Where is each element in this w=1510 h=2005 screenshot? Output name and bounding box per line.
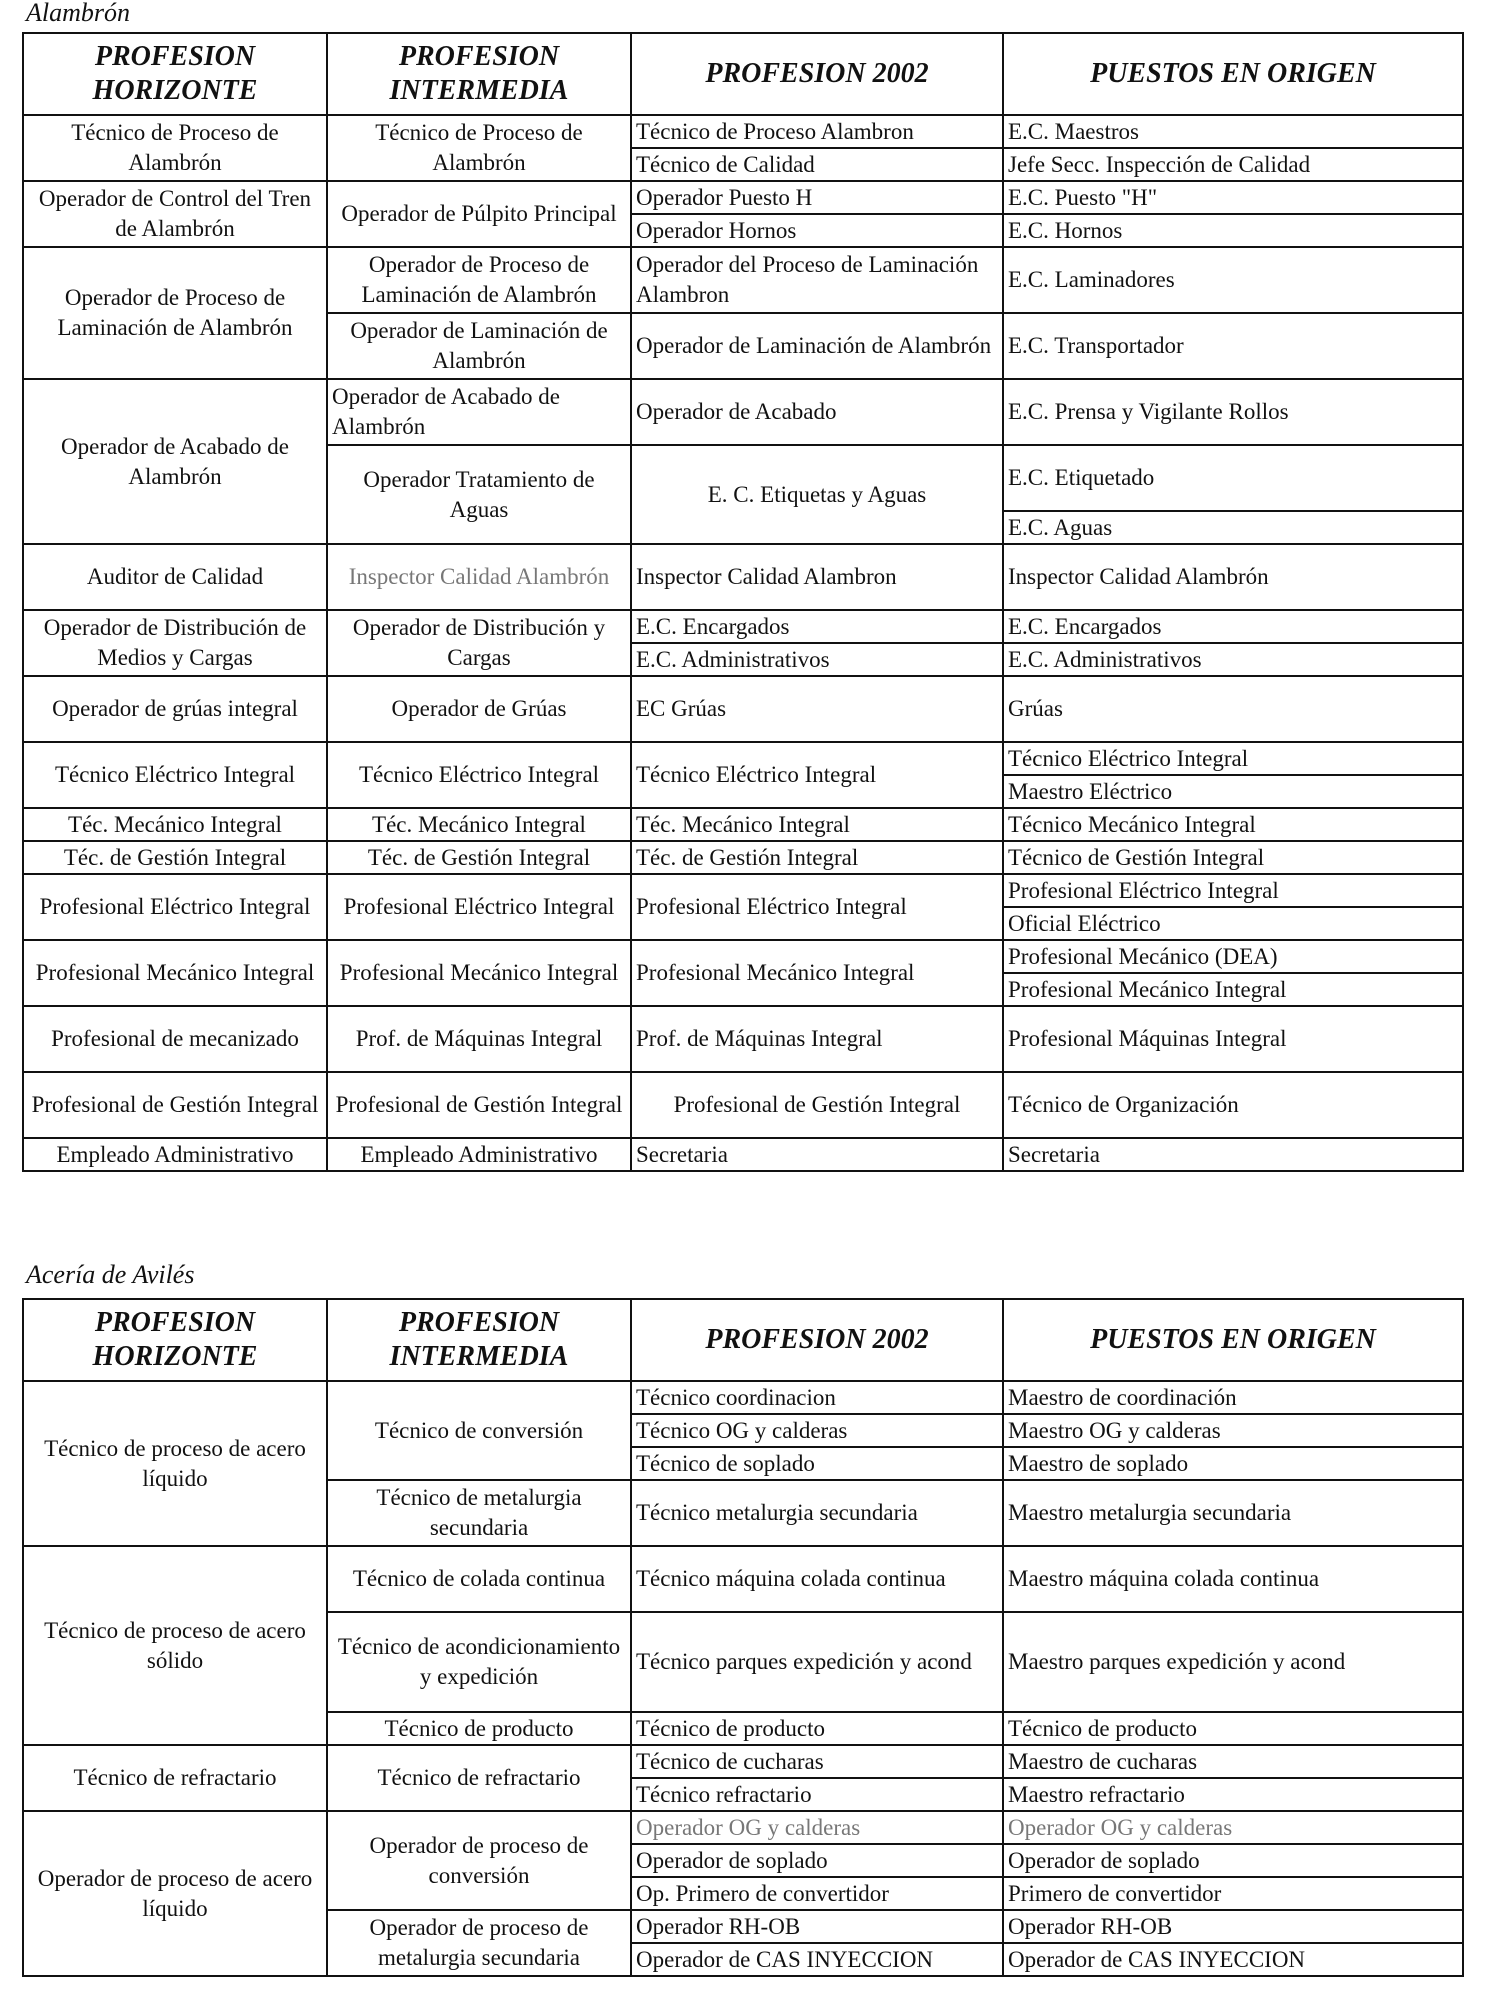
cell-horizonte: Empleado Administrativo xyxy=(23,1138,327,1171)
cell-origen: Técnico de Gestión Integral xyxy=(1003,841,1463,874)
cell-intermedia: Operador de Grúas xyxy=(327,676,631,742)
table-row xyxy=(23,1072,1463,1138)
cell-horizonte: Profesional Mecánico Integral xyxy=(23,940,327,1006)
cell-2002: Técnico parques expedición y acond xyxy=(631,1612,1003,1712)
cell-horizonte: Técnico de refractario xyxy=(23,1745,327,1811)
cell-origen: Maestro parques expedición y acond xyxy=(1003,1612,1463,1712)
cell-origen: Maestro de cucharas xyxy=(1003,1745,1463,1778)
cell-2002: Secretaria xyxy=(631,1138,1003,1171)
cell-horizonte: Profesional de mecanizado xyxy=(23,1006,327,1072)
cell-origen: E.C. Administrativos xyxy=(1003,643,1463,676)
cell-origen: E.C. Puesto "H" xyxy=(1003,181,1463,214)
cell-origen: Primero de convertidor xyxy=(1003,1877,1463,1910)
cell-2002: Técnico metalurgia secundaria xyxy=(631,1480,1003,1546)
cell-intermedia: Prof. de Máquinas Integral xyxy=(327,1006,631,1072)
table-row xyxy=(23,940,1463,973)
table-row xyxy=(23,247,1463,313)
header-profesion-2002: PROFESION 2002 xyxy=(631,1299,1003,1381)
cell-2002: Técnico máquina colada continua xyxy=(631,1546,1003,1612)
cell-2002: E.C. Administrativos xyxy=(631,643,1003,676)
header-puestos-en-origen: PUESTOS EN ORIGEN xyxy=(1003,1299,1463,1381)
cell-2002: Operador de CAS INYECCION xyxy=(631,1943,1003,1976)
cell-horizonte: Operador de grúas integral xyxy=(23,676,327,742)
cell-2002: Téc. de Gestión Integral xyxy=(631,841,1003,874)
header-row xyxy=(23,33,1463,115)
cell-2002: Operador de soplado xyxy=(631,1844,1003,1877)
cell-origen: Maestro metalurgia secundaria xyxy=(1003,1480,1463,1546)
cell-intermedia: Empleado Administrativo xyxy=(327,1138,631,1171)
table-alambron xyxy=(22,32,1464,1172)
cell-2002: Op. Primero de convertidor xyxy=(631,1877,1003,1910)
cell-intermedia: Operador de Laminación de Alambrón xyxy=(327,313,631,379)
cell-origen: Técnico de producto xyxy=(1003,1712,1463,1745)
cell-2002: Operador de Acabado xyxy=(631,379,1003,445)
cell-origen: Jefe Secc. Inspección de Calidad xyxy=(1003,148,1463,181)
table-row xyxy=(23,544,1463,610)
cell-origen: Maestro OG y calderas xyxy=(1003,1414,1463,1447)
cell-intermedia: Operador de proceso de conversión xyxy=(327,1811,631,1910)
cell-origen: E.C. Etiquetado xyxy=(1003,445,1463,511)
cell-horizonte: Técnico de Proceso de Alambrón xyxy=(23,115,327,181)
cell-2002: E.C. Encargados xyxy=(631,610,1003,643)
cell-origen: Técnico de Organización xyxy=(1003,1072,1463,1138)
table-row xyxy=(23,1138,1463,1171)
cell-origen: Operador de CAS INYECCION xyxy=(1003,1943,1463,1976)
cell-2002: Profesional de Gestión Integral xyxy=(631,1072,1003,1138)
cell-origen: E.C. Prensa y Vigilante Rollos xyxy=(1003,379,1463,445)
table-row xyxy=(23,874,1463,907)
cell-origen: E.C. Maestros xyxy=(1003,115,1463,148)
cell-origen: Profesional Máquinas Integral xyxy=(1003,1006,1463,1072)
cell-2002: Profesional Eléctrico Integral xyxy=(631,874,1003,940)
cell-origen: Maestro máquina colada continua xyxy=(1003,1546,1463,1612)
table-row xyxy=(23,1811,1463,1844)
cell-intermedia: Profesional Eléctrico Integral xyxy=(327,874,631,940)
cell-origen: E.C. Hornos xyxy=(1003,214,1463,247)
header-profesion-horizonte: PROFESION HORIZONTE xyxy=(23,33,327,115)
cell-2002: Inspector Calidad Alambron xyxy=(631,544,1003,610)
cell-horizonte: Operador de Acabado de Alambrón xyxy=(23,379,327,544)
cell-intermedia: Técnico de refractario xyxy=(327,1745,631,1811)
cell-2002: Técnico coordinacion xyxy=(631,1381,1003,1414)
cell-intermedia: Téc. Mecánico Integral xyxy=(327,808,631,841)
cell-2002: Técnico de Proceso Alambron xyxy=(631,115,1003,148)
cell-horizonte: Operador de proceso de acero líquido xyxy=(23,1811,327,1976)
table-row xyxy=(23,1745,1463,1778)
cell-intermedia: Operador Tratamiento de Aguas xyxy=(327,445,631,544)
cell-intermedia: Profesional de Gestión Integral xyxy=(327,1072,631,1138)
cell-intermedia: Operador de Proceso de Laminación de Alambrón xyxy=(327,247,631,313)
cell-intermedia: Operador de proceso de metalurgia secundaria xyxy=(327,1910,631,1976)
cell-origen: E.C. Aguas xyxy=(1003,511,1463,544)
header-profesion-2002: PROFESION 2002 xyxy=(631,33,1003,115)
cell-intermedia: Téc. de Gestión Integral xyxy=(327,841,631,874)
table-row xyxy=(23,181,1463,214)
cell-2002: Operador RH-OB xyxy=(631,1910,1003,1943)
table-row xyxy=(23,610,1463,643)
cell-horizonte: Auditor de Calidad xyxy=(23,544,327,610)
cell-2002: Técnico de cucharas xyxy=(631,1745,1003,1778)
cell-horizonte: Profesional de Gestión Integral xyxy=(23,1072,327,1138)
cell-intermedia: Operador de Púlpito Principal xyxy=(327,181,631,247)
cell-2002: E. C. Etiquetas y Aguas xyxy=(631,445,1003,544)
header-puestos-en-origen: PUESTOS EN ORIGEN xyxy=(1003,33,1463,115)
cell-origen: Maestro de soplado xyxy=(1003,1447,1463,1480)
header-profesion-intermedia: PROFESION INTERMEDIA xyxy=(327,1299,631,1381)
cell-2002: Operador Puesto H xyxy=(631,181,1003,214)
cell-horizonte: Profesional Eléctrico Integral xyxy=(23,874,327,940)
table-aceria-aviles xyxy=(22,1298,1464,1977)
table-row xyxy=(23,841,1463,874)
table-row xyxy=(23,115,1463,148)
cell-intermedia: Profesional Mecánico Integral xyxy=(327,940,631,1006)
table-row xyxy=(23,1546,1463,1612)
section-title-alambron: Alambrón xyxy=(26,0,130,27)
cell-2002: Prof. de Máquinas Integral xyxy=(631,1006,1003,1072)
cell-origen: Secretaria xyxy=(1003,1138,1463,1171)
table-row xyxy=(23,1006,1463,1072)
cell-intermedia: Técnico de conversión xyxy=(327,1381,631,1480)
cell-origen: Maestro de coordinación xyxy=(1003,1381,1463,1414)
cell-horizonte: Técnico de proceso de acero líquido xyxy=(23,1381,327,1546)
cell-2002: Operador de Laminación de Alambrón xyxy=(631,313,1003,379)
cell-2002: Técnico de soplado xyxy=(631,1447,1003,1480)
section-title-aceria-aviles: Acería de Avilés xyxy=(26,1260,195,1289)
cell-origen: Oficial Eléctrico xyxy=(1003,907,1463,940)
cell-origen: Maestro refractario xyxy=(1003,1778,1463,1811)
cell-origen: Operador OG y calderas xyxy=(1003,1811,1463,1844)
cell-2002: Operador OG y calderas xyxy=(631,1811,1003,1844)
cell-intermedia: Técnico de metalurgia secundaria xyxy=(327,1480,631,1546)
cell-origen: Grúas xyxy=(1003,676,1463,742)
cell-2002: Técnico refractario xyxy=(631,1778,1003,1811)
cell-2002: EC Grúas xyxy=(631,676,1003,742)
cell-horizonte: Técnico de proceso de acero sólido xyxy=(23,1546,327,1745)
table-row xyxy=(23,379,1463,445)
cell-2002: Técnico de producto xyxy=(631,1712,1003,1745)
cell-horizonte: Téc. Mecánico Integral xyxy=(23,808,327,841)
cell-2002: Operador Hornos xyxy=(631,214,1003,247)
cell-origen: E.C. Encargados xyxy=(1003,610,1463,643)
cell-horizonte: Operador de Distribución de Medios y Cargas xyxy=(23,610,327,676)
cell-intermedia: Operador de Acabado de Alambrón xyxy=(327,379,631,445)
cell-origen: Maestro Eléctrico xyxy=(1003,775,1463,808)
cell-horizonte: Operador de Control del Tren de Alambrón xyxy=(23,181,327,247)
cell-origen: Profesional Mecánico Integral xyxy=(1003,973,1463,1006)
cell-2002: Técnico de Calidad xyxy=(631,148,1003,181)
header-row xyxy=(23,1299,1463,1381)
cell-horizonte: Operador de Proceso de Laminación de Alambrón xyxy=(23,247,327,379)
cell-horizonte: Téc. de Gestión Integral xyxy=(23,841,327,874)
cell-origen: Inspector Calidad Alambrón xyxy=(1003,544,1463,610)
cell-intermedia: Técnico Eléctrico Integral xyxy=(327,742,631,808)
header-profesion-horizonte: PROFESION HORIZONTE xyxy=(23,1299,327,1381)
cell-intermedia: Operador de Distribución y Cargas xyxy=(327,610,631,676)
cell-origen: Operador RH-OB xyxy=(1003,1910,1463,1943)
cell-horizonte: Técnico Eléctrico Integral xyxy=(23,742,327,808)
cell-2002: Técnico OG y calderas xyxy=(631,1414,1003,1447)
cell-origen: Técnico Mecánico Integral xyxy=(1003,808,1463,841)
cell-2002: Téc. Mecánico Integral xyxy=(631,808,1003,841)
cell-intermedia: Técnico de Proceso de Alambrón xyxy=(327,115,631,181)
cell-intermedia: Técnico de colada continua xyxy=(327,1546,631,1612)
header-profesion-intermedia: PROFESION INTERMEDIA xyxy=(327,33,631,115)
table-row xyxy=(23,676,1463,742)
cell-2002: Operador del Proceso de Laminación Alambron xyxy=(631,247,1003,313)
cell-intermedia: Inspector Calidad Alambrón xyxy=(327,544,631,610)
cell-origen: Profesional Eléctrico Integral xyxy=(1003,874,1463,907)
cell-2002: Técnico Eléctrico Integral xyxy=(631,742,1003,808)
cell-2002: Profesional Mecánico Integral xyxy=(631,940,1003,1006)
cell-origen: Técnico Eléctrico Integral xyxy=(1003,742,1463,775)
cell-origen: E.C. Laminadores xyxy=(1003,247,1463,313)
cell-origen: E.C. Transportador xyxy=(1003,313,1463,379)
table-row xyxy=(23,808,1463,841)
cell-intermedia: Técnico de acondicionamiento y expedición xyxy=(327,1612,631,1712)
cell-intermedia: Técnico de producto xyxy=(327,1712,631,1745)
cell-origen: Operador de soplado xyxy=(1003,1844,1463,1877)
cell-origen: Profesional Mecánico (DEA) xyxy=(1003,940,1463,973)
table-row xyxy=(23,1381,1463,1414)
table-row xyxy=(23,742,1463,775)
